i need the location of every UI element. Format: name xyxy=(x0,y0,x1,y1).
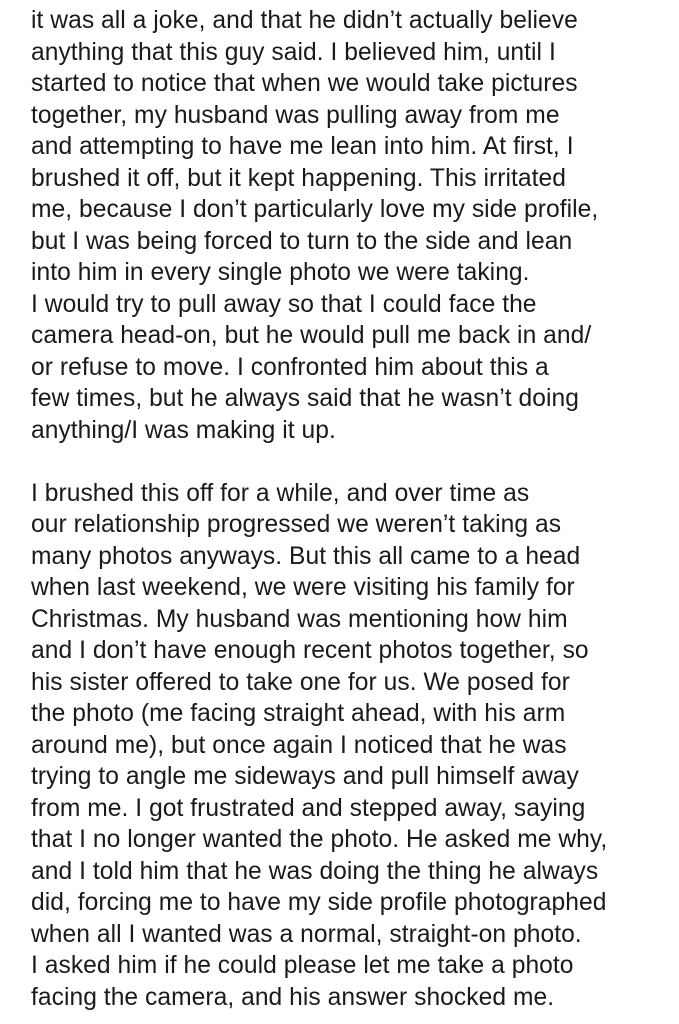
text-line: together, my husband was pulling away from me xyxy=(31,101,560,129)
paragraph-spacer xyxy=(31,446,679,478)
text-line: anything that this guy said. I believed him, until I xyxy=(31,38,556,66)
text-line: anything/I was making it up. xyxy=(31,416,336,444)
text-line: and attempting to have me lean into him. At first, I xyxy=(31,133,574,160)
text-line: around me), but once again I noticed that he was xyxy=(31,731,567,759)
text-line: camera head-on, but he would pull me back in and/ xyxy=(31,322,592,349)
text-line: many photos anyways. But this all came to a head xyxy=(31,542,581,570)
text-line: I brushed this off for a while, and over time as xyxy=(31,479,530,507)
text-line: or refuse to move. I confronted him about this a xyxy=(31,353,549,381)
text-line: brushed it off, but it kept happening. This irritated xyxy=(31,164,566,192)
text-line: few times, but he always said that he wasn’t doing xyxy=(31,385,579,412)
text-line: facing the camera, and his answer shocked me. xyxy=(31,983,555,1011)
text-line: Christmas. My husband was mentioning how him xyxy=(31,605,568,633)
text-line: but I was being forced to turn to the side and lean xyxy=(31,227,573,255)
text-line: his sister offered to take one for us. We posed for xyxy=(31,668,570,696)
text-line: into him in every single photo we were taking. xyxy=(31,259,530,286)
text-line: that I no longer wanted the photo. He asked me why, xyxy=(31,826,608,853)
text-line: started to notice that when we would take pictures xyxy=(31,70,578,97)
text-line: and I don’t have enough recent photos together, so xyxy=(31,637,589,664)
text-line: I would try to pull away so that I could face the xyxy=(31,290,537,318)
text-line: did, forcing me to have my side profile photographed xyxy=(31,889,607,916)
text-line: the photo (me facing straight ahead, with his arm xyxy=(31,700,566,727)
text-line: from me. I got frustrated and stepped away, saying xyxy=(31,794,586,822)
paragraph-1 xyxy=(31,5,679,446)
text-line: when all I wanted was a normal, straight-on photo. xyxy=(31,920,582,948)
paragraph-2 xyxy=(31,478,679,1014)
text-line: when last weekend, we were visiting his family for xyxy=(31,574,575,601)
text-line: our relationship progressed we weren’t taking as xyxy=(31,511,562,538)
text-line: trying to angle me sideways and pull himself away xyxy=(31,763,579,790)
text-line: it was all a joke, and that he didn’t actually believe xyxy=(31,7,578,34)
text-line: I asked him if he could please let me take a photo xyxy=(31,952,574,979)
text-line: me, because I don’t particularly love my side profile, xyxy=(31,196,599,223)
text-line: and I told him that he was doing the thing he always xyxy=(31,857,599,885)
